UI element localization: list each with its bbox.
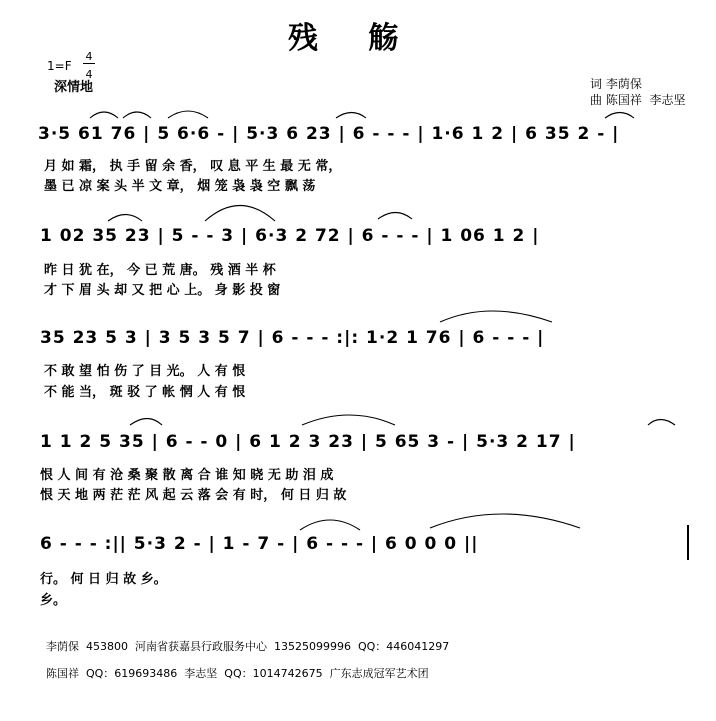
lyrics-line-3-verse-1: 不 敢 望 怕 伤 了 目 光。 人 有 恨 bbox=[44, 364, 246, 379]
lyricist-credit: 词 李荫保 bbox=[590, 77, 642, 91]
lyrics-line-5-verse-1: 行。 何 日 归 故 乡。 bbox=[40, 572, 167, 587]
time-signature-top: 4 bbox=[85, 50, 93, 63]
slur bbox=[108, 215, 142, 222]
lyrics-line-5-verse-2: 乡。 bbox=[40, 593, 67, 608]
slur bbox=[205, 206, 275, 222]
contact-line-1: 李荫保 453800 河南省获嘉县行政服务中心 13525099996 QQ：446041297 bbox=[46, 640, 450, 653]
lyrics-line-3-verse-2: 不 能 当， 斑 驳 了 帐 惘 人 有 恨 bbox=[44, 385, 246, 400]
lyrics-line-2-verse-1: 昨 日 犹 在， 今 已 荒 唐。 残 酒 半 杯 bbox=[44, 263, 276, 278]
slur bbox=[430, 514, 580, 528]
slur bbox=[168, 111, 208, 118]
slur bbox=[336, 113, 366, 119]
slur bbox=[123, 112, 151, 118]
slur bbox=[440, 311, 552, 322]
contact-line-2: 陈国祥 QQ：619693486 李志坚 QQ：1014742675 广东志成冠军艺术团 bbox=[46, 667, 429, 680]
tempo-marking: 深情地 bbox=[54, 80, 94, 95]
notation-line-2: 1 02 35 23 | 5 - - 3 | 6·3 2 72 | 6 - - - | 1 06 1 2 | bbox=[40, 226, 540, 246]
song-title: 残 觞 bbox=[288, 21, 419, 56]
notation-line-1: 3·5 61 76 | 5 6·6 - | 5·3 6 23 | 6 - - - | 1·6 1 2 | 6 35 2 - | bbox=[38, 124, 620, 144]
slur bbox=[648, 420, 675, 426]
lyrics-line-1-verse-1: 月 如 霜， 执 手 留 余 香， 叹 息 平 生 最 无 常， bbox=[44, 159, 342, 174]
notation-line-4: 1 1 2 5 35 | 6 - - 0 | 6 1 2 3 23 | 5 65 3 - | 5·3 2 17 | bbox=[40, 432, 576, 452]
composer-credit: 曲 陈国祥 李志坚 bbox=[590, 93, 686, 107]
slur bbox=[300, 520, 360, 530]
key-signature: 1=F bbox=[47, 59, 72, 73]
lyrics-line-4-verse-1: 恨 人 间 有 沧 桑 聚 散 离 合 谁 知 晓 无 助 泪 成 bbox=[40, 468, 334, 483]
lyrics-line-1-verse-2: 墨 已 凉 案 头 半 文 章， 烟 笼 袅 袅 空 飘 荡 bbox=[44, 179, 316, 194]
slur bbox=[378, 213, 412, 220]
lyrics-line-4-verse-2: 恨 天 地 两 茫 茫 风 起 云 落 会 有 时， 何 日 归 故 bbox=[40, 488, 347, 503]
lyrics-line-2-verse-2: 才 下 眉 头 却 又 把 心 上。 身 影 投 窗 bbox=[44, 283, 281, 298]
notation-line-5: 6 - - - :|| 5·3 2 - | 1 - 7 - | 6 - - - | 6 0 0 0 || bbox=[40, 534, 479, 554]
slur bbox=[302, 415, 395, 425]
time-signature-bottom: 4 bbox=[85, 68, 93, 81]
slur bbox=[90, 112, 118, 118]
slur bbox=[605, 113, 634, 119]
notation-line-3: 35 23 5 3 | 3 5 3 5 7 | 6 - - - :|: 1·2 1 76 | 6 - - - | bbox=[40, 328, 545, 348]
slur bbox=[130, 419, 162, 426]
